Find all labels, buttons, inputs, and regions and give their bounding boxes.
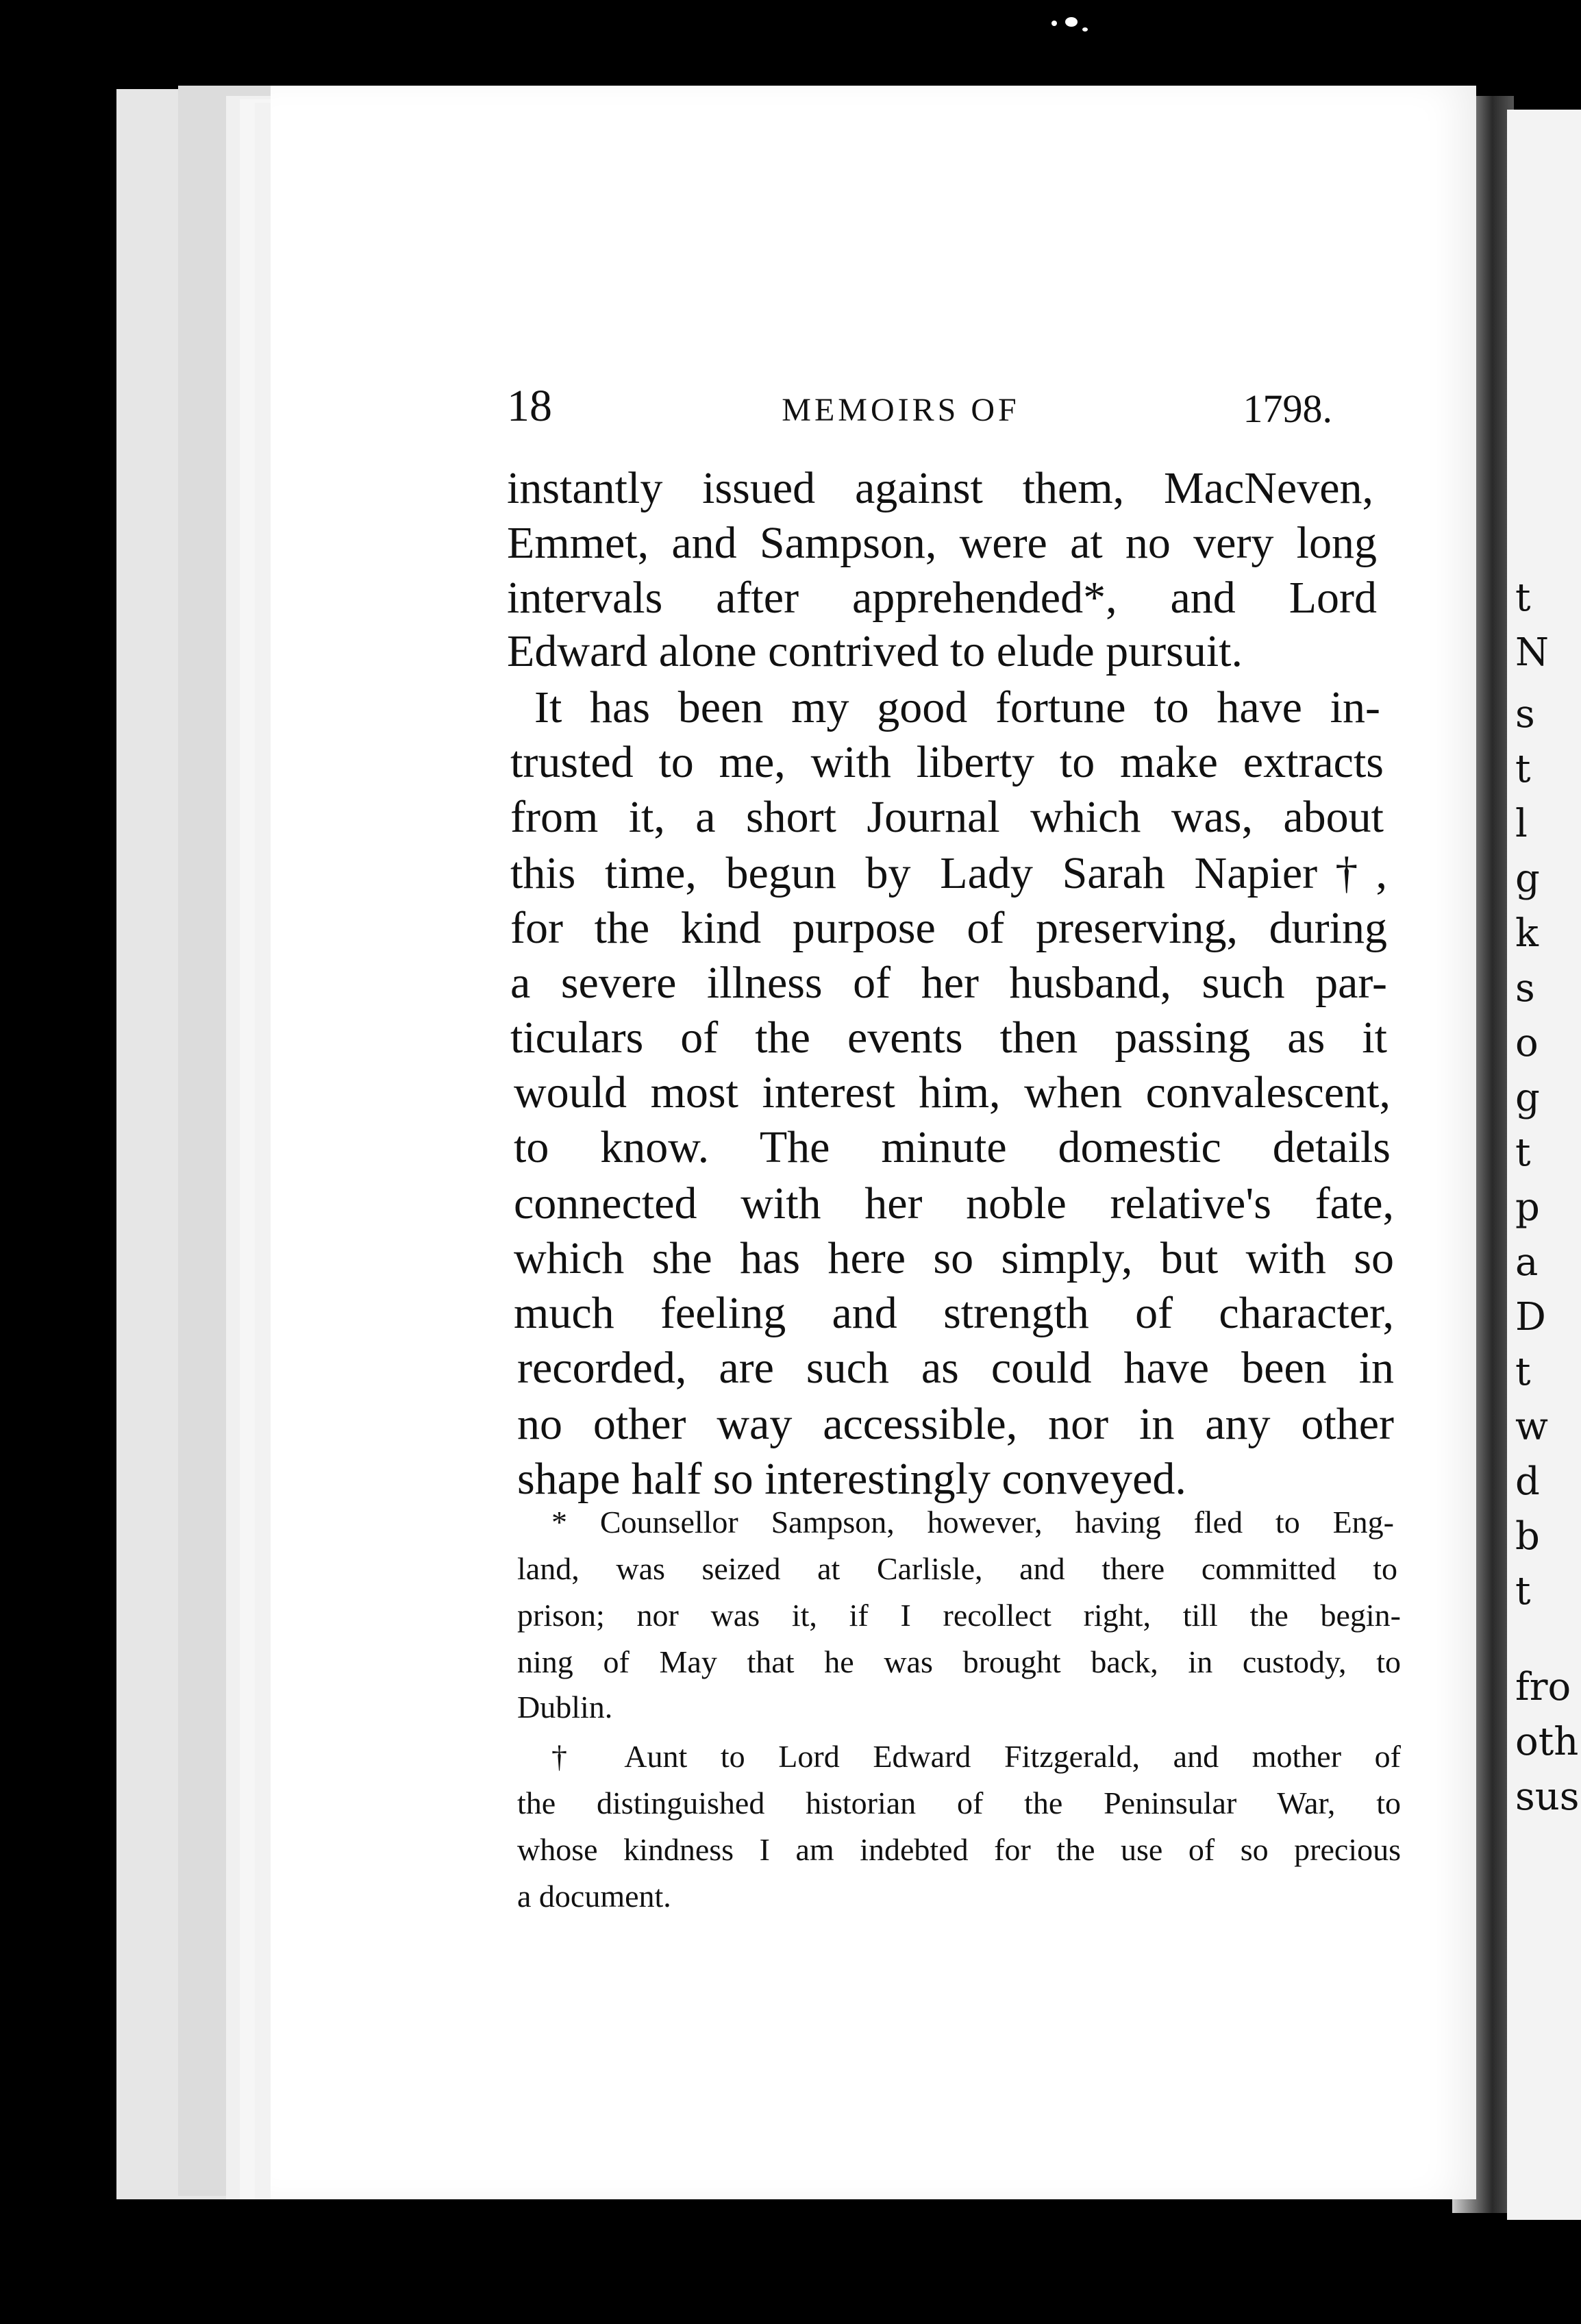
footnote-line: prison; nor was it, if I recollect right, till the begin-: [517, 1598, 1401, 1633]
body-line: It has been my good fortune to have in-: [534, 682, 1380, 732]
body-line: for the kind purpose of preserving, during: [510, 903, 1387, 953]
facing-page-text: s: [1515, 692, 1535, 737]
facing-page-fragment: [1507, 110, 1581, 2220]
footnote-line: ning of May that he was brought back, in custody, to: [517, 1644, 1401, 1679]
footnote-line: * Counsellor Sampson, however, having fled to Eng-: [551, 1505, 1394, 1540]
body-line: trusted to me, with liberty to make extracts: [510, 737, 1384, 787]
facing-page-text: g: [1515, 856, 1540, 901]
footnote-line: land, was seized at Carlisle, and there committed to: [517, 1551, 1397, 1586]
body-line: a severe illness of her husband, such par-: [510, 958, 1387, 1008]
facing-page-text: b: [1515, 1514, 1540, 1559]
facing-page-text: t: [1515, 1350, 1531, 1394]
body-line: would most interest him, when convalescent,: [514, 1067, 1391, 1117]
body-line: recorded, are such as could have been in: [517, 1343, 1394, 1393]
body-line: intervals after apprehended*, and Lord: [507, 573, 1377, 623]
facing-page-text: a: [1515, 1240, 1539, 1285]
facing-page-text: s: [1515, 966, 1535, 1011]
facing-page-text: sus: [1515, 1775, 1580, 1819]
facing-page-text: k: [1515, 911, 1539, 956]
facing-page-text: o: [1515, 1021, 1539, 1065]
facing-page-text: D: [1515, 1295, 1546, 1339]
scan-speck: [1051, 21, 1057, 26]
facing-page-text: t: [1515, 747, 1531, 791]
body-line: much feeling and strength of character,: [514, 1288, 1394, 1338]
footnote-line: whose kindness I am indebted for the use of so precious: [517, 1832, 1401, 1867]
body-line: from it, a short Journal which was, about: [510, 792, 1384, 842]
facing-page-text: t: [1515, 1569, 1531, 1614]
body-line: instantly issued against them, MacNeven,: [507, 463, 1373, 513]
facing-page-text: oth: [1515, 1720, 1579, 1764]
body-line: Edward alone contrived to elude pursuit.: [507, 626, 1243, 676]
footnote-line: Dublin.: [517, 1690, 613, 1725]
running-head-year: 1798.: [1243, 386, 1332, 431]
footnote-line: a document.: [517, 1879, 671, 1914]
facing-page-text: fro: [1515, 1665, 1571, 1709]
facing-page-text: p: [1515, 1185, 1540, 1230]
facing-page-text: l: [1515, 802, 1528, 846]
facing-page-text: g: [1515, 1076, 1540, 1120]
body-line: to know. The minute domestic details: [514, 1122, 1391, 1172]
scan-speck: [1065, 17, 1078, 27]
facing-page-text: d: [1515, 1459, 1540, 1504]
facing-page-text: N: [1515, 630, 1549, 675]
scan-speck: [1082, 27, 1088, 32]
page-number: 18: [507, 381, 552, 431]
body-line: connected with her noble relative's fate,: [514, 1178, 1394, 1228]
body-line: no other way accessible, nor in any other: [517, 1399, 1394, 1449]
body-line: shape half so interestingly conveyed.: [517, 1454, 1186, 1504]
book-page: [271, 86, 1476, 2199]
body-line: Emmet, and Sampson, were at no very long: [507, 518, 1377, 568]
running-head-title: MEMOIRS OF: [782, 392, 1020, 428]
body-line: which she has here so simply, but with so: [514, 1233, 1394, 1283]
facing-page-text: t: [1515, 1130, 1531, 1175]
footnote-line: † Aunt to Lord Edward Fitzgerald, and mother of: [551, 1739, 1401, 1774]
body-line: ticulars of the events then passing as it: [510, 1013, 1387, 1063]
footnote-line: the distinguished historian of the Peninsular War, to: [517, 1785, 1401, 1820]
facing-page-text: w: [1515, 1405, 1548, 1449]
facing-page-text: t: [1515, 576, 1531, 620]
body-line: this time, begun by Lady Sarah Napier†,: [510, 848, 1387, 898]
